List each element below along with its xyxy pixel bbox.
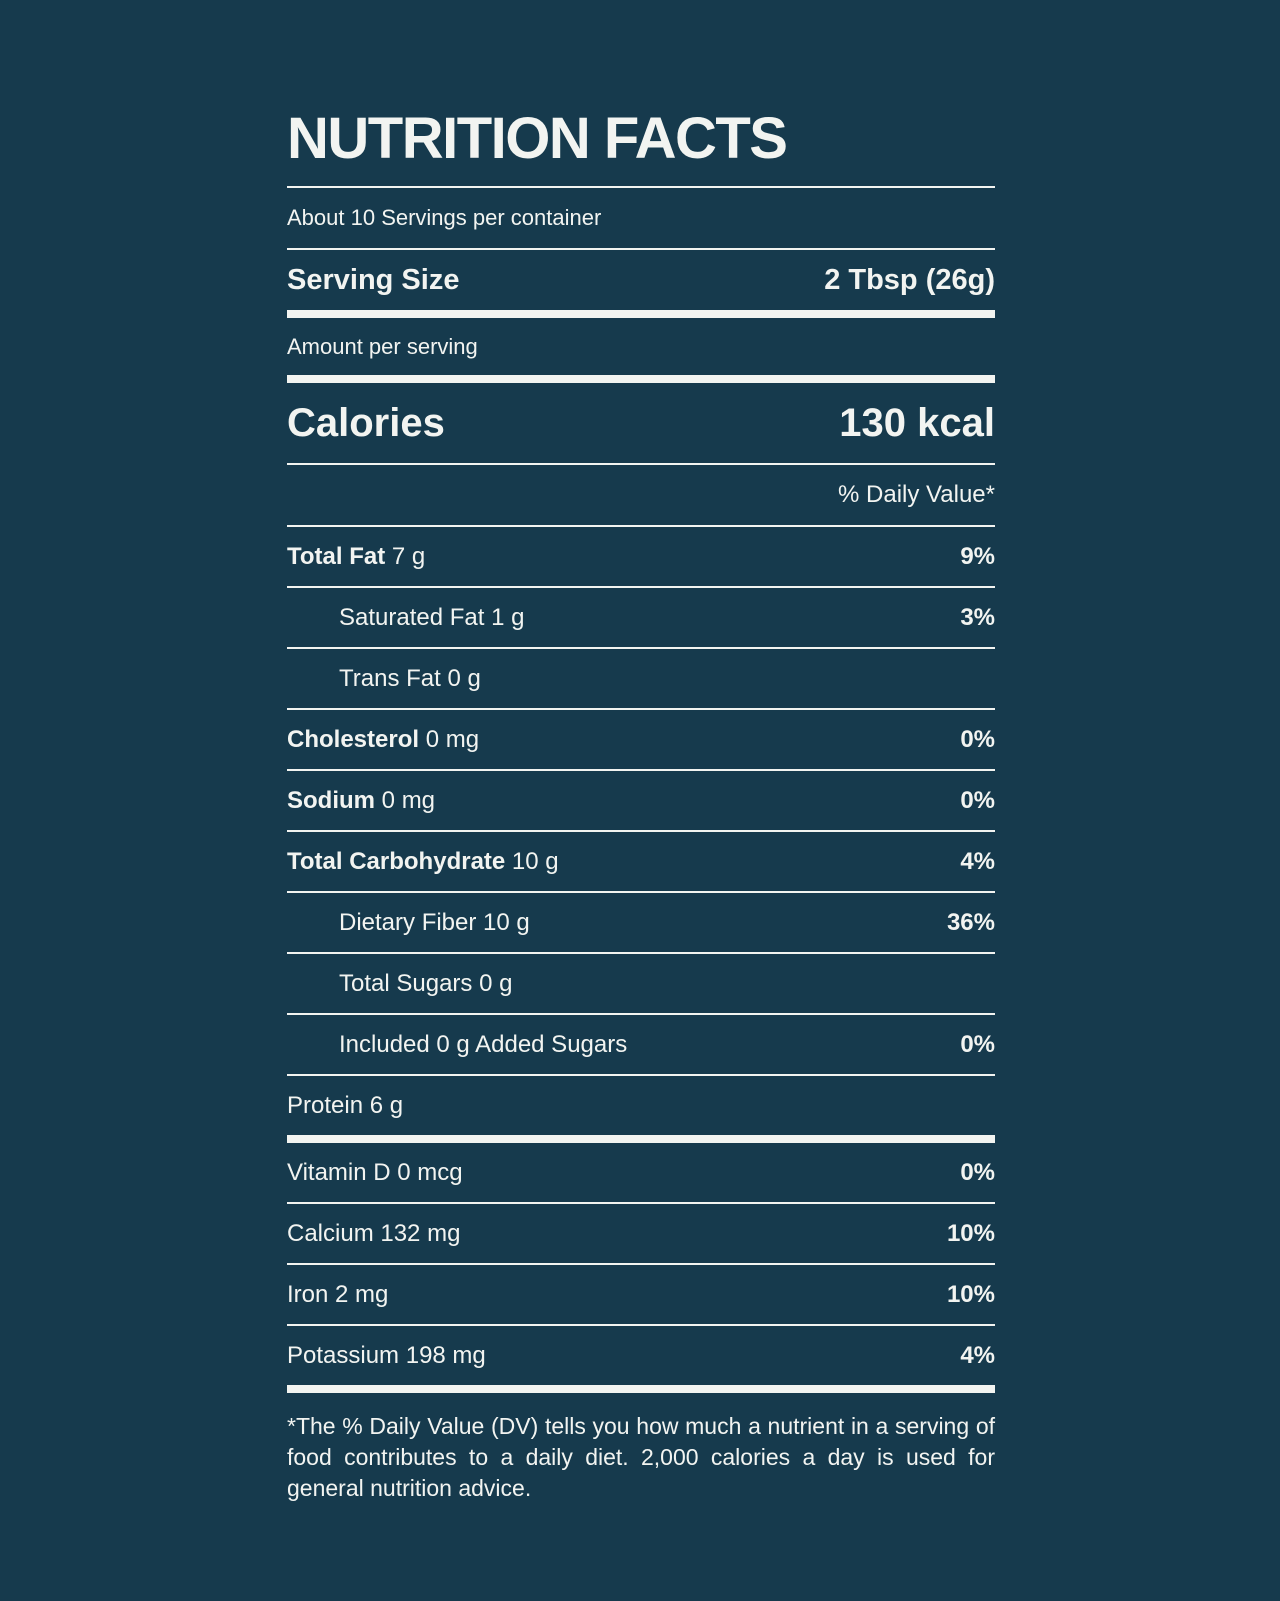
thick-divider <box>287 375 995 383</box>
vitamin-row-potassium <box>287 1326 995 1385</box>
vitamin-amount: 132 mg <box>380 1219 461 1247</box>
vitamin-row-calcium <box>287 1204 995 1263</box>
nutrient-name <box>287 543 425 571</box>
vitamin-name <box>287 1342 486 1370</box>
nutrient-row-protein <box>287 1076 995 1135</box>
nutrient-amount: 7 g <box>391 542 426 570</box>
nutrition-label <box>287 100 995 1504</box>
serving-size-row <box>287 250 995 310</box>
nutrient-row-added-sugars <box>287 1015 995 1074</box>
nutrient-amount: 6 g <box>369 1091 404 1119</box>
vitamin-row-vitamin-d <box>287 1143 995 1202</box>
nutrient-row-total-fat <box>287 527 995 586</box>
vitamin-amount: 2 mg <box>335 1280 389 1308</box>
thick-divider <box>287 1135 995 1143</box>
nutrient-percent: 3% <box>960 603 995 631</box>
nutrient-label: Dietary Fiber <box>339 908 477 936</box>
serving-size-label: Serving Size <box>287 263 460 296</box>
vitamin-percent: 10% <box>946 1280 995 1308</box>
thick-divider <box>287 1385 995 1393</box>
vitamin-amount: 198 mg <box>405 1341 486 1369</box>
label-title: NUTRITION FACTS <box>287 106 787 171</box>
nutrient-name <box>287 726 479 754</box>
nutrient-row-sodium <box>287 771 995 830</box>
nutrient-row-total-sugars <box>287 954 995 1013</box>
nutrient-name <box>287 1092 403 1120</box>
nutrient-amount: 0 g <box>479 969 513 997</box>
vitamin-percent: 0% <box>960 1158 995 1186</box>
calories-row <box>287 383 995 463</box>
nutrient-label: Trans Fat <box>339 664 441 692</box>
nutrient-name <box>287 848 559 876</box>
nutrient-row-total-carbohydrate <box>287 832 995 891</box>
nutrient-label: Saturated Fat <box>339 603 485 631</box>
nutrient-label: Included 0 g Added Sugars <box>339 1030 628 1058</box>
nutrient-row-dietary-fiber <box>287 893 995 952</box>
vitamin-label: Calcium <box>287 1219 374 1247</box>
nutrient-amount: 10 g <box>483 908 530 936</box>
nutrient-percent: 0% <box>960 725 995 753</box>
daily-value-header-text: % Daily Value* <box>838 481 995 508</box>
nutrient-amount: 10 g <box>511 847 559 875</box>
thick-divider <box>287 310 995 318</box>
nutrient-percent: 0% <box>960 1030 995 1058</box>
serving-size-value: 2 Tbsp (26g) <box>824 263 995 296</box>
nutrient-row-saturated-fat <box>287 588 995 647</box>
calories-label: Calories <box>287 400 445 445</box>
vitamin-name <box>287 1159 463 1187</box>
vitamin-row-iron <box>287 1265 995 1324</box>
nutrient-percent: 9% <box>960 542 995 570</box>
vitamin-label: Potassium <box>287 1341 400 1369</box>
vitamin-label: Iron <box>287 1280 329 1308</box>
nutrient-name <box>287 787 435 815</box>
nutrient-percent: 4% <box>960 847 995 875</box>
nutrient-name <box>287 909 530 937</box>
nutrient-amount: 0 g <box>447 664 481 692</box>
vitamin-name <box>287 1281 388 1309</box>
amount-per-serving: Amount per serving <box>287 333 478 359</box>
daily-value-header <box>287 465 995 525</box>
servings-per-container: About 10 Servings per container <box>287 205 602 230</box>
nutrient-name <box>287 665 481 693</box>
nutrient-label: Total Carbohydrate <box>287 847 506 875</box>
nutrient-label: Sodium <box>287 786 375 814</box>
nutrient-label: Total Sugars <box>339 969 473 997</box>
nutrient-row-trans-fat <box>287 649 995 708</box>
nutrient-name <box>287 970 512 998</box>
nutrient-percent: 0% <box>960 786 995 814</box>
vitamin-amount: 0 mcg <box>397 1158 463 1186</box>
nutrient-percent: 36% <box>946 908 995 936</box>
nutrient-label: Cholesterol <box>287 725 420 753</box>
vitamin-percent: 4% <box>960 1341 995 1369</box>
nutrient-amount: 0 mg <box>425 725 480 753</box>
vitamin-label: Vitamin D <box>287 1158 391 1186</box>
nutrient-amount: 1 g <box>491 603 525 631</box>
nutrient-row-cholesterol <box>287 710 995 769</box>
nutrient-label: Protein <box>287 1091 364 1119</box>
nutrient-name <box>287 1031 627 1059</box>
nutrient-label: Total Fat <box>287 542 386 570</box>
vitamin-name <box>287 1220 460 1248</box>
nutrient-name <box>287 604 524 632</box>
nutrient-amount: 0 mg <box>381 786 436 814</box>
vitamin-percent: 10% <box>946 1219 995 1247</box>
daily-value-footnote: *The % Daily Value (DV) tells you how much a nutrient in a serving of food contributes to a daily diet. 2,000 calories a day is used for general nutrition advice. <box>287 1413 995 1501</box>
calories-value: 130 kcal <box>839 400 995 445</box>
